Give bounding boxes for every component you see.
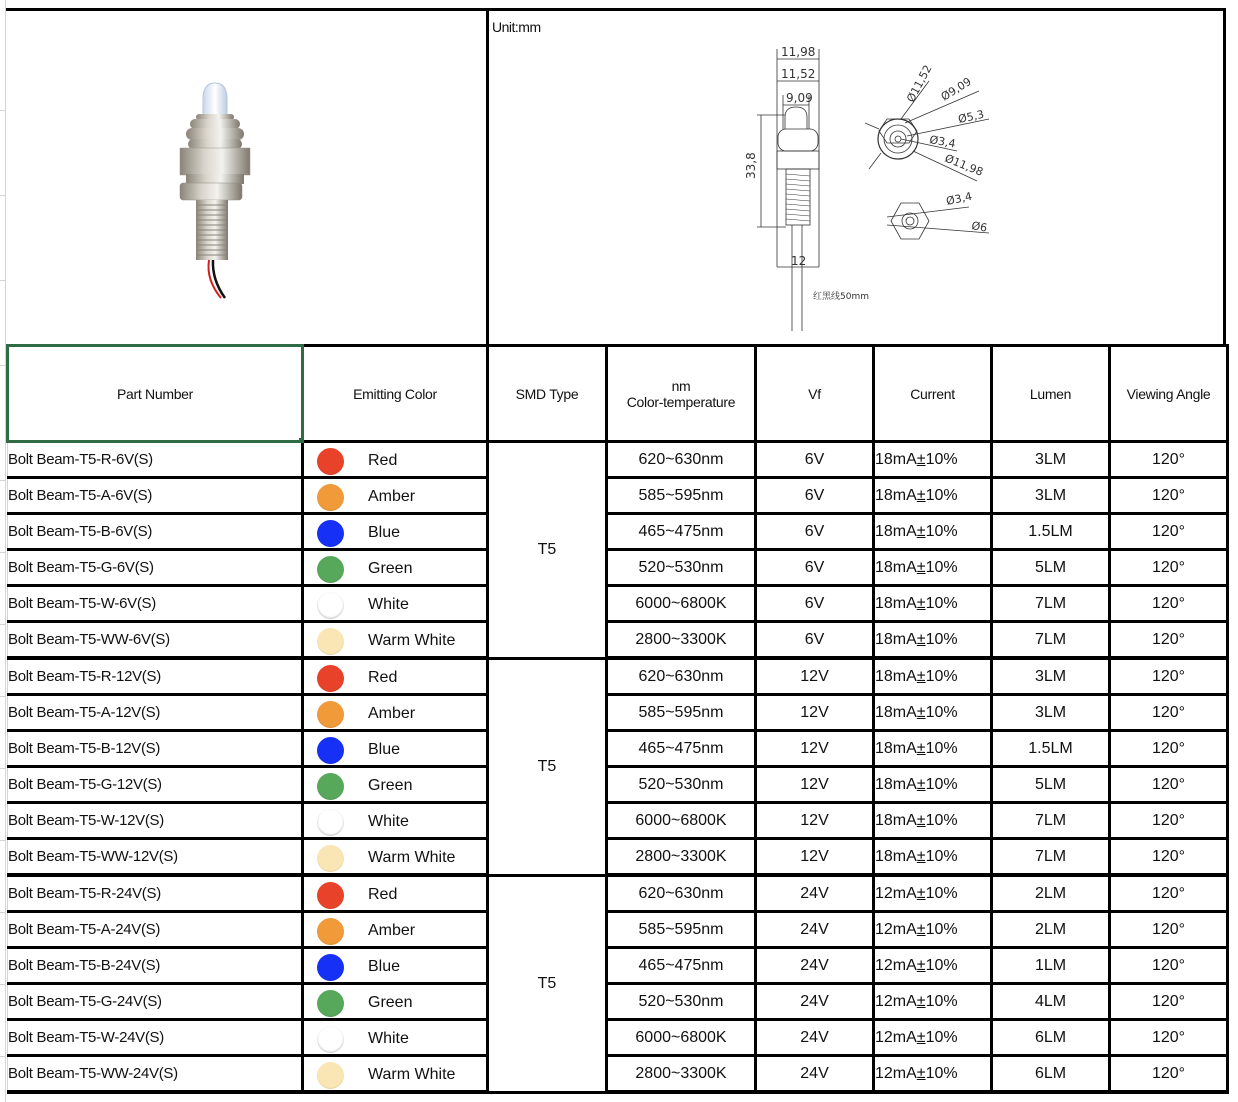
current-cell[interactable]: 18mA±10% [874,767,992,803]
wavelength-cell[interactable]: 585~595nm [607,695,756,731]
color-swatch-icon [317,1026,344,1053]
color-name: Green [368,560,413,577]
current-cell[interactable]: 12mA±10% [874,948,992,984]
emitting-color-cell[interactable] [303,1020,488,1056]
header-viewing-angle[interactable]: Viewing Angle [1110,346,1228,442]
emitting-color-cell[interactable] [303,731,488,767]
emitting-color-cell[interactable] [303,839,488,876]
table-row [8,839,1228,876]
lumen-cell[interactable]: 5LM [992,767,1110,803]
part-number: Bolt Beam-T5-B-6V(S) [8,523,153,540]
svg-text:红黑线50mm: 红黑线50mm [813,292,869,302]
current-cell[interactable]: 18mA±10% [874,695,992,731]
wavelength-cell[interactable]: 585~595nm [607,478,756,514]
color-swatch-icon [317,737,344,764]
wavelength-cell[interactable]: 520~530nm [607,550,756,586]
wavelength-cell[interactable]: 620~630nm [607,875,756,912]
color-name: Warm White [368,1066,456,1083]
vf-cell[interactable]: 24V [756,948,874,984]
table-row [8,731,1228,767]
emitting-color-cell[interactable] [303,695,488,731]
color-name: Green [368,994,413,1011]
header-part-number[interactable]: Part Number [8,346,303,442]
lumen-cell[interactable]: 7LM [992,622,1110,659]
part-number: Bolt Beam-T5-W-6V(S) [8,595,156,612]
color-name: Amber [368,705,416,722]
part-number-cell[interactable] [8,731,303,767]
spec-table [6,344,1229,1094]
header-row [8,346,1228,442]
color-swatch-icon [317,520,344,547]
viewing-angle-cell[interactable]: 120° [1110,695,1228,731]
part-number: Bolt Beam-T5-A-6V(S) [8,487,153,504]
lumen-cell[interactable]: 2LM [992,912,1110,948]
current-cell[interactable]: 18mA±10% [874,514,992,550]
part-number-cell[interactable] [8,550,303,586]
color-name: White [368,813,409,830]
emitting-color-cell[interactable] [303,803,488,839]
emitting-color-cell[interactable] [303,948,488,984]
part-number: Bolt Beam-T5-G-24V(S) [8,993,162,1010]
viewing-angle-cell[interactable]: 120° [1110,767,1228,803]
vf-cell[interactable]: 24V [756,984,874,1020]
part-number: Bolt Beam-T5-G-12V(S) [8,776,162,793]
vf-cell[interactable]: 12V [756,731,874,767]
current-cell[interactable]: 18mA±10% [874,731,992,767]
color-name: Warm White [368,632,456,649]
current-cell[interactable]: 12mA±10% [874,984,992,1020]
viewing-angle-cell[interactable]: 120° [1110,1056,1228,1093]
current-cell[interactable]: 12mA±10% [874,1056,992,1093]
color-name: White [368,596,409,613]
vf-cell[interactable]: 6V [756,622,874,659]
vf-cell[interactable]: 6V [756,442,874,478]
wavelength-cell[interactable]: 520~530nm [607,767,756,803]
current-cell[interactable]: 18mA±10% [874,839,992,876]
svg-text:Ø11,52: Ø11,52 [904,62,935,105]
top-section [6,8,1226,347]
lumen-cell[interactable]: 7LM [992,586,1110,622]
part-number-cell[interactable] [8,912,303,948]
lumen-cell[interactable]: 1LM [992,948,1110,984]
emitting-color-cell[interactable] [303,442,488,478]
part-number-cell[interactable] [8,1020,303,1056]
svg-text:33,8: 33,8 [744,152,758,179]
vf-cell[interactable]: 12V [756,803,874,839]
wavelength-cell[interactable]: 2800~3300K [607,1056,756,1093]
table-row [8,695,1228,731]
wavelength-cell[interactable]: 2800~3300K [607,622,756,659]
color-swatch-icon [317,628,344,655]
lumen-cell[interactable]: 3LM [992,695,1110,731]
current-cell[interactable]: 18mA±10% [874,478,992,514]
svg-text:11,98: 11,98 [781,45,816,59]
wavelength-cell[interactable]: 465~475nm [607,948,756,984]
viewing-angle-cell[interactable]: 120° [1110,514,1228,550]
vf-cell[interactable]: 6V [756,514,874,550]
current-cell[interactable]: 18mA±10% [874,586,992,622]
wavelength-cell[interactable]: 6000~6800K [607,803,756,839]
lumen-cell[interactable]: 3LM [992,478,1110,514]
part-number: Bolt Beam-T5-R-6V(S) [8,451,153,468]
color-swatch-icon [317,954,344,981]
led-bolt-photo [6,11,486,347]
svg-text:11,52: 11,52 [781,67,816,81]
table-row [8,478,1228,514]
lumen-cell[interactable]: 2LM [992,875,1110,912]
vf-cell[interactable]: 6V [756,550,874,586]
color-name: Red [368,669,398,686]
table-row [8,803,1228,839]
technical-drawing [489,11,1223,347]
part-number-cell[interactable] [8,984,303,1020]
current-cell[interactable]: 18mA±10% [874,622,992,659]
svg-text:Ø6: Ø6 [970,219,989,235]
part-number-cell[interactable] [8,875,303,912]
emitting-color-cell[interactable] [303,658,488,695]
emitting-color-cell[interactable] [303,912,488,948]
vf-cell[interactable]: 6V [756,586,874,622]
header-smd-type[interactable]: SMD Type [488,346,607,442]
svg-text:Ø5,3: Ø5,3 [956,107,986,126]
part-number: Bolt Beam-T5-G-6V(S) [8,559,154,576]
color-name: Blue [368,741,401,758]
viewing-angle-cell[interactable]: 120° [1110,658,1228,695]
table-row [8,875,1228,912]
emitting-color-cell[interactable] [303,984,488,1020]
viewing-angle-cell[interactable]: 120° [1110,984,1228,1020]
lumen-cell[interactable]: 4LM [992,984,1110,1020]
viewing-angle-cell[interactable]: 120° [1110,1020,1228,1056]
part-number: Bolt Beam-T5-WW-12V(S) [8,848,178,865]
vf-cell[interactable]: 12V [756,658,874,695]
product-photo-cell[interactable] [6,11,486,347]
table-row [8,622,1228,659]
lumen-cell[interactable]: 7LM [992,839,1110,876]
part-number: Bolt Beam-T5-R-12V(S) [8,668,161,685]
table-row [8,767,1228,803]
color-swatch-icon [317,990,344,1017]
color-swatch-icon [317,592,344,619]
part-number: Bolt Beam-T5-A-24V(S) [8,921,161,938]
part-number: Bolt Beam-T5-W-12V(S) [8,812,164,829]
wavelength-cell[interactable]: 620~630nm [607,658,756,695]
smd-type-cell[interactable]: T5 [488,442,607,659]
svg-text:Ø11,98: Ø11,98 [942,151,985,179]
viewing-angle-cell[interactable]: 120° [1110,912,1228,948]
wavelength-cell[interactable]: 465~475nm [607,514,756,550]
color-swatch-icon [317,773,344,800]
table-row [8,948,1228,984]
color-name: Red [368,452,398,469]
table-row [8,550,1228,586]
header-emitting-color[interactable]: Emitting Color [303,346,488,442]
smd-type-cell[interactable]: T5 [488,875,607,1092]
wavelength-cell[interactable]: 465~475nm [607,731,756,767]
wavelength-cell[interactable]: 6000~6800K [607,586,756,622]
dimension-drawing-cell[interactable] [486,11,1226,347]
viewing-angle-cell[interactable]: 120° [1110,622,1228,659]
color-name: Amber [368,922,416,939]
current-cell[interactable]: 18mA±10% [874,550,992,586]
svg-text:12: 12 [791,254,807,268]
lumen-cell[interactable]: 3LM [992,442,1110,478]
part-number: Bolt Beam-T5-B-12V(S) [8,740,161,757]
part-number: Bolt Beam-T5-W-24V(S) [8,1029,164,1046]
color-name: Red [368,886,398,903]
emitting-color-cell[interactable] [303,478,488,514]
color-swatch-icon [317,665,344,692]
unit-label: Unit:mm [492,19,541,35]
part-number: Bolt Beam-T5-A-12V(S) [8,704,161,721]
part-number-cell[interactable] [8,442,303,478]
vf-cell[interactable]: 12V [756,695,874,731]
part-number-cell[interactable] [8,948,303,984]
table-row [8,514,1228,550]
current-cell[interactable]: 12mA±10% [874,875,992,912]
vf-cell[interactable]: 24V [756,1056,874,1093]
wavelength-cell[interactable]: 6000~6800K [607,1020,756,1056]
color-swatch-icon [317,882,344,909]
emitting-color-cell[interactable] [303,1056,488,1093]
viewing-angle-cell[interactable]: 120° [1110,803,1228,839]
viewing-angle-cell[interactable]: 120° [1110,948,1228,984]
color-swatch-icon [317,809,344,836]
part-number-cell[interactable] [8,478,303,514]
color-name: Blue [368,524,401,541]
vf-cell[interactable]: 24V [756,912,874,948]
table-body [8,442,1228,1093]
table-row [8,912,1228,948]
current-cell[interactable]: 18mA±10% [874,658,992,695]
part-number-cell[interactable] [8,839,303,876]
color-swatch-icon [317,1062,344,1089]
emitting-color-cell[interactable] [303,550,488,586]
color-name: Blue [368,958,401,975]
emitting-color-cell[interactable] [303,514,488,550]
color-swatch-icon [317,845,344,872]
lumen-cell[interactable]: 1.5LM [992,514,1110,550]
table-row [8,1020,1228,1056]
color-swatch-icon [317,448,344,475]
lumen-cell[interactable]: 6LM [992,1020,1110,1056]
color-swatch-icon [317,701,344,728]
part-number-cell[interactable] [8,622,303,659]
wavelength-cell[interactable]: 520~530nm [607,984,756,1020]
svg-text:Ø3,4: Ø3,4 [944,189,974,208]
part-number-cell[interactable] [8,1056,303,1093]
wavelength-cell[interactable]: 620~630nm [607,442,756,478]
svg-text:9,09: 9,09 [786,91,813,105]
viewing-angle-cell[interactable]: 120° [1110,731,1228,767]
table-row [8,658,1228,695]
part-number-cell[interactable] [8,803,303,839]
smd-type-cell[interactable]: T5 [488,658,607,875]
color-name: White [368,1030,409,1047]
part-number-cell[interactable] [8,586,303,622]
viewing-angle-cell[interactable]: 120° [1110,839,1228,876]
header-current[interactable]: Current [874,346,992,442]
part-number-cell[interactable] [8,658,303,695]
color-name: Warm White [368,849,456,866]
current-cell[interactable]: 12mA±10% [874,1020,992,1056]
color-name: Amber [368,488,416,505]
part-number: Bolt Beam-T5-R-24V(S) [8,885,161,902]
lumen-cell[interactable]: 5LM [992,550,1110,586]
table-row [8,1056,1228,1093]
vf-cell[interactable]: 24V [756,875,874,912]
viewing-angle-cell[interactable]: 120° [1110,875,1228,912]
color-swatch-icon [317,556,344,583]
lumen-cell[interactable]: 1.5LM [992,731,1110,767]
viewing-angle-cell[interactable]: 120° [1110,442,1228,478]
current-cell[interactable]: 18mA±10% [874,803,992,839]
table-row [8,984,1228,1020]
current-cell[interactable]: 12mA±10% [874,912,992,948]
color-swatch-icon [317,484,344,511]
header-wavelength[interactable]: nm Color-temperature [607,346,756,442]
vf-cell[interactable]: 12V [756,767,874,803]
part-number: Bolt Beam-T5-WW-24V(S) [8,1065,178,1082]
emitting-color-cell[interactable] [303,875,488,912]
lumen-cell[interactable]: 6LM [992,1056,1110,1093]
viewing-angle-cell[interactable]: 120° [1110,478,1228,514]
wavelength-cell[interactable]: 2800~3300K [607,839,756,876]
part-number-cell[interactable] [8,514,303,550]
viewing-angle-cell[interactable]: 120° [1110,586,1228,622]
emitting-color-cell[interactable] [303,586,488,622]
table-row [8,586,1228,622]
color-swatch-icon [317,918,344,945]
wavelength-cell[interactable]: 585~595nm [607,912,756,948]
part-number: Bolt Beam-T5-WW-6V(S) [8,631,170,648]
part-number: Bolt Beam-T5-B-24V(S) [8,957,161,974]
header-vf[interactable]: Vf [756,346,874,442]
svg-text:Ø9,09: Ø9,09 [938,74,974,104]
lumen-cell[interactable]: 3LM [992,658,1110,695]
emitting-color-cell[interactable] [303,767,488,803]
vf-cell[interactable]: 24V [756,1020,874,1056]
header-lumen[interactable]: Lumen [992,346,1110,442]
part-number-cell[interactable] [8,767,303,803]
table-row [8,442,1228,478]
current-cell[interactable]: 18mA±10% [874,442,992,478]
vf-cell[interactable]: 12V [756,839,874,876]
viewing-angle-cell[interactable]: 120° [1110,550,1228,586]
lumen-cell[interactable]: 7LM [992,803,1110,839]
emitting-color-cell[interactable] [303,622,488,659]
svg-text:Ø3,4: Ø3,4 [928,133,957,151]
part-number-cell[interactable] [8,695,303,731]
vf-cell[interactable]: 6V [756,478,874,514]
spec-sheet [6,8,1226,347]
color-name: Green [368,777,413,794]
